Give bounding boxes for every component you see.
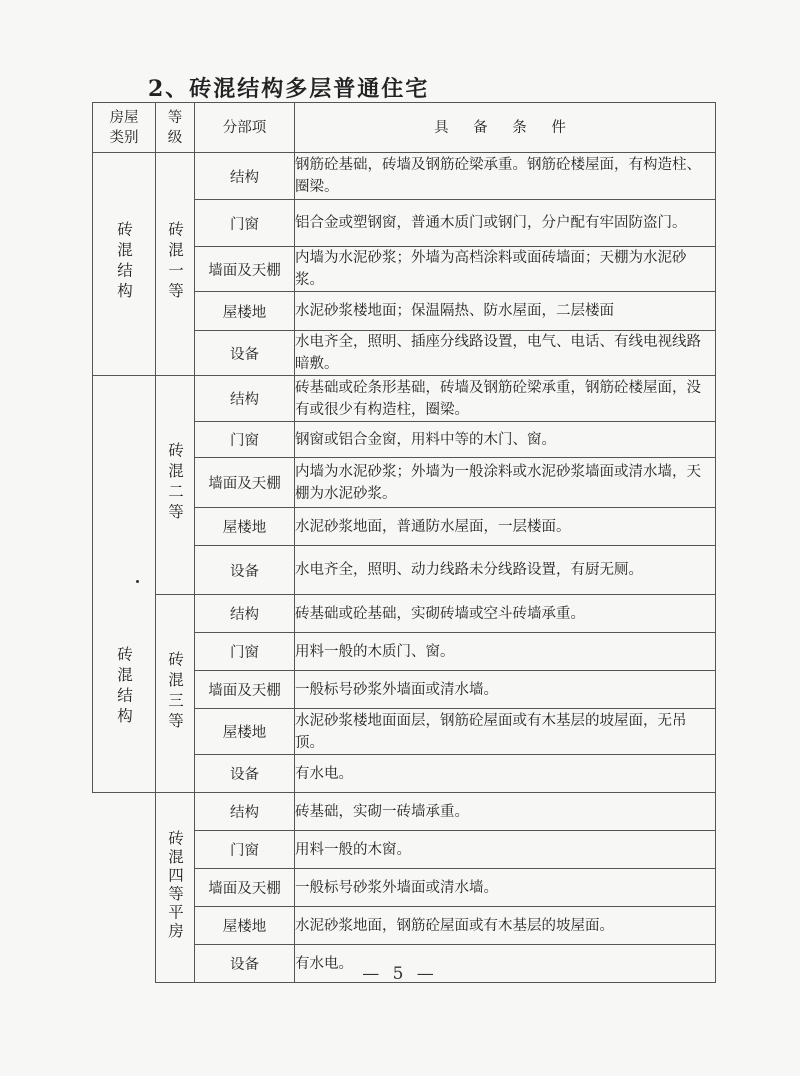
part-cell: 屋楼地 xyxy=(195,508,295,546)
condition-cell: 内墙为水泥砂浆；外墙为高档涂料或面砖墙面；天棚为水泥砂浆。 xyxy=(295,247,716,292)
condition-cell: 有水电。 xyxy=(295,755,716,793)
condition-cell: 一般标号砂浆外墙面或清水墙。 xyxy=(295,869,716,907)
part-cell: 结构 xyxy=(195,153,295,200)
page-number: — 5 — xyxy=(362,964,438,984)
condition-cell: 有水电。 xyxy=(295,945,716,983)
condition-cell: 砖基础或砼基础，实砌砖墙或空斗砖墙承重。 xyxy=(295,595,716,633)
page-title: 2、砖混结构多层普通住宅 xyxy=(148,76,430,102)
category-cell: 砖混结构 xyxy=(93,153,156,376)
empty-category-cell xyxy=(93,793,156,983)
part-cell: 墙面及天棚 xyxy=(195,458,295,508)
grade-cell: 砖混三等 xyxy=(156,595,195,793)
part-cell: 设备 xyxy=(195,755,295,793)
header-category: 房屋类别 xyxy=(93,103,156,153)
condition-cell: 内墙为水泥砂浆；外墙为一般涂料或水泥砂浆墙面或清水墙，天棚为水泥砂浆。 xyxy=(295,458,716,508)
part-cell: 结构 xyxy=(195,793,295,831)
condition-cell: 水泥砂浆地面，普通防水屋面，一层楼面。 xyxy=(295,508,716,546)
part-cell: 墙面及天棚 xyxy=(195,671,295,709)
condition-cell: 用料一般的木质门、窗。 xyxy=(295,633,716,671)
part-cell: 屋楼地 xyxy=(195,292,295,331)
table-row xyxy=(93,376,716,422)
part-cell: 设备 xyxy=(195,546,295,595)
header-part: 分部项 xyxy=(195,103,295,153)
part-cell: 屋楼地 xyxy=(195,709,295,755)
condition-cell: 砖基础或砼条形基础，砖墙及钢筋砼梁承重，钢筋砼楼屋面，没有或很少有构造柱，圈梁。 xyxy=(295,376,716,422)
condition-cell: 水泥砂浆楼地面面层，钢筋砼屋面或有木基层的坡屋面，无吊顶。 xyxy=(295,709,716,755)
part-cell: 设备 xyxy=(195,945,295,983)
category-cell: 砖混结构 xyxy=(93,376,156,793)
part-cell: 门窗 xyxy=(195,422,295,458)
table-row xyxy=(93,595,716,633)
condition-cell: 水电齐全，照明、插座分线路设置，电气、电话、有线电视线路暗敷。 xyxy=(295,331,716,376)
header-grade: 等级 xyxy=(156,103,195,153)
part-cell: 结构 xyxy=(195,376,295,422)
condition-cell: 钢窗或铝合金窗，用料中等的木门、窗。 xyxy=(295,422,716,458)
part-cell: 门窗 xyxy=(195,633,295,671)
table-row xyxy=(93,153,716,200)
table-header-row xyxy=(93,103,716,153)
condition-cell: 铝合金或塑钢窗，普通木质门或钢门，分户配有牢固防盗门。 xyxy=(295,200,716,247)
grade-cell: 砖混一等 xyxy=(156,153,195,376)
part-cell: 结构 xyxy=(195,595,295,633)
scan-speck xyxy=(136,580,139,583)
grade-cell: 砖混四等平房 xyxy=(156,793,195,983)
condition-cell: 一般标号砂浆外墙面或清水墙。 xyxy=(295,671,716,709)
part-cell: 墙面及天棚 xyxy=(195,247,295,292)
condition-cell: 水电齐全，照明、动力线路未分线路设置，有厨无厕。 xyxy=(295,546,716,595)
header-conditions: 具 备 条 件 xyxy=(295,103,716,153)
part-cell: 设备 xyxy=(195,331,295,376)
condition-cell: 水泥砂浆地面，钢筋砼屋面或有木基层的坡屋面。 xyxy=(295,907,716,945)
grade-conditions-table xyxy=(92,102,716,983)
condition-cell: 用料一般的木窗。 xyxy=(295,831,716,869)
part-cell: 屋楼地 xyxy=(195,907,295,945)
part-cell: 门窗 xyxy=(195,200,295,247)
condition-cell: 钢筋砼基础，砖墙及钢筋砼梁承重。钢筋砼楼屋面，有构造柱、圈梁。 xyxy=(295,153,716,200)
condition-cell: 水泥砂浆楼地面；保温隔热、防水屋面，二层楼面 xyxy=(295,292,716,331)
part-cell: 门窗 xyxy=(195,831,295,869)
condition-cell: 砖基础，实砌一砖墙承重。 xyxy=(295,793,716,831)
part-cell: 墙面及天棚 xyxy=(195,869,295,907)
grade-cell: 砖混二等 xyxy=(156,376,195,595)
table-row xyxy=(93,793,716,831)
